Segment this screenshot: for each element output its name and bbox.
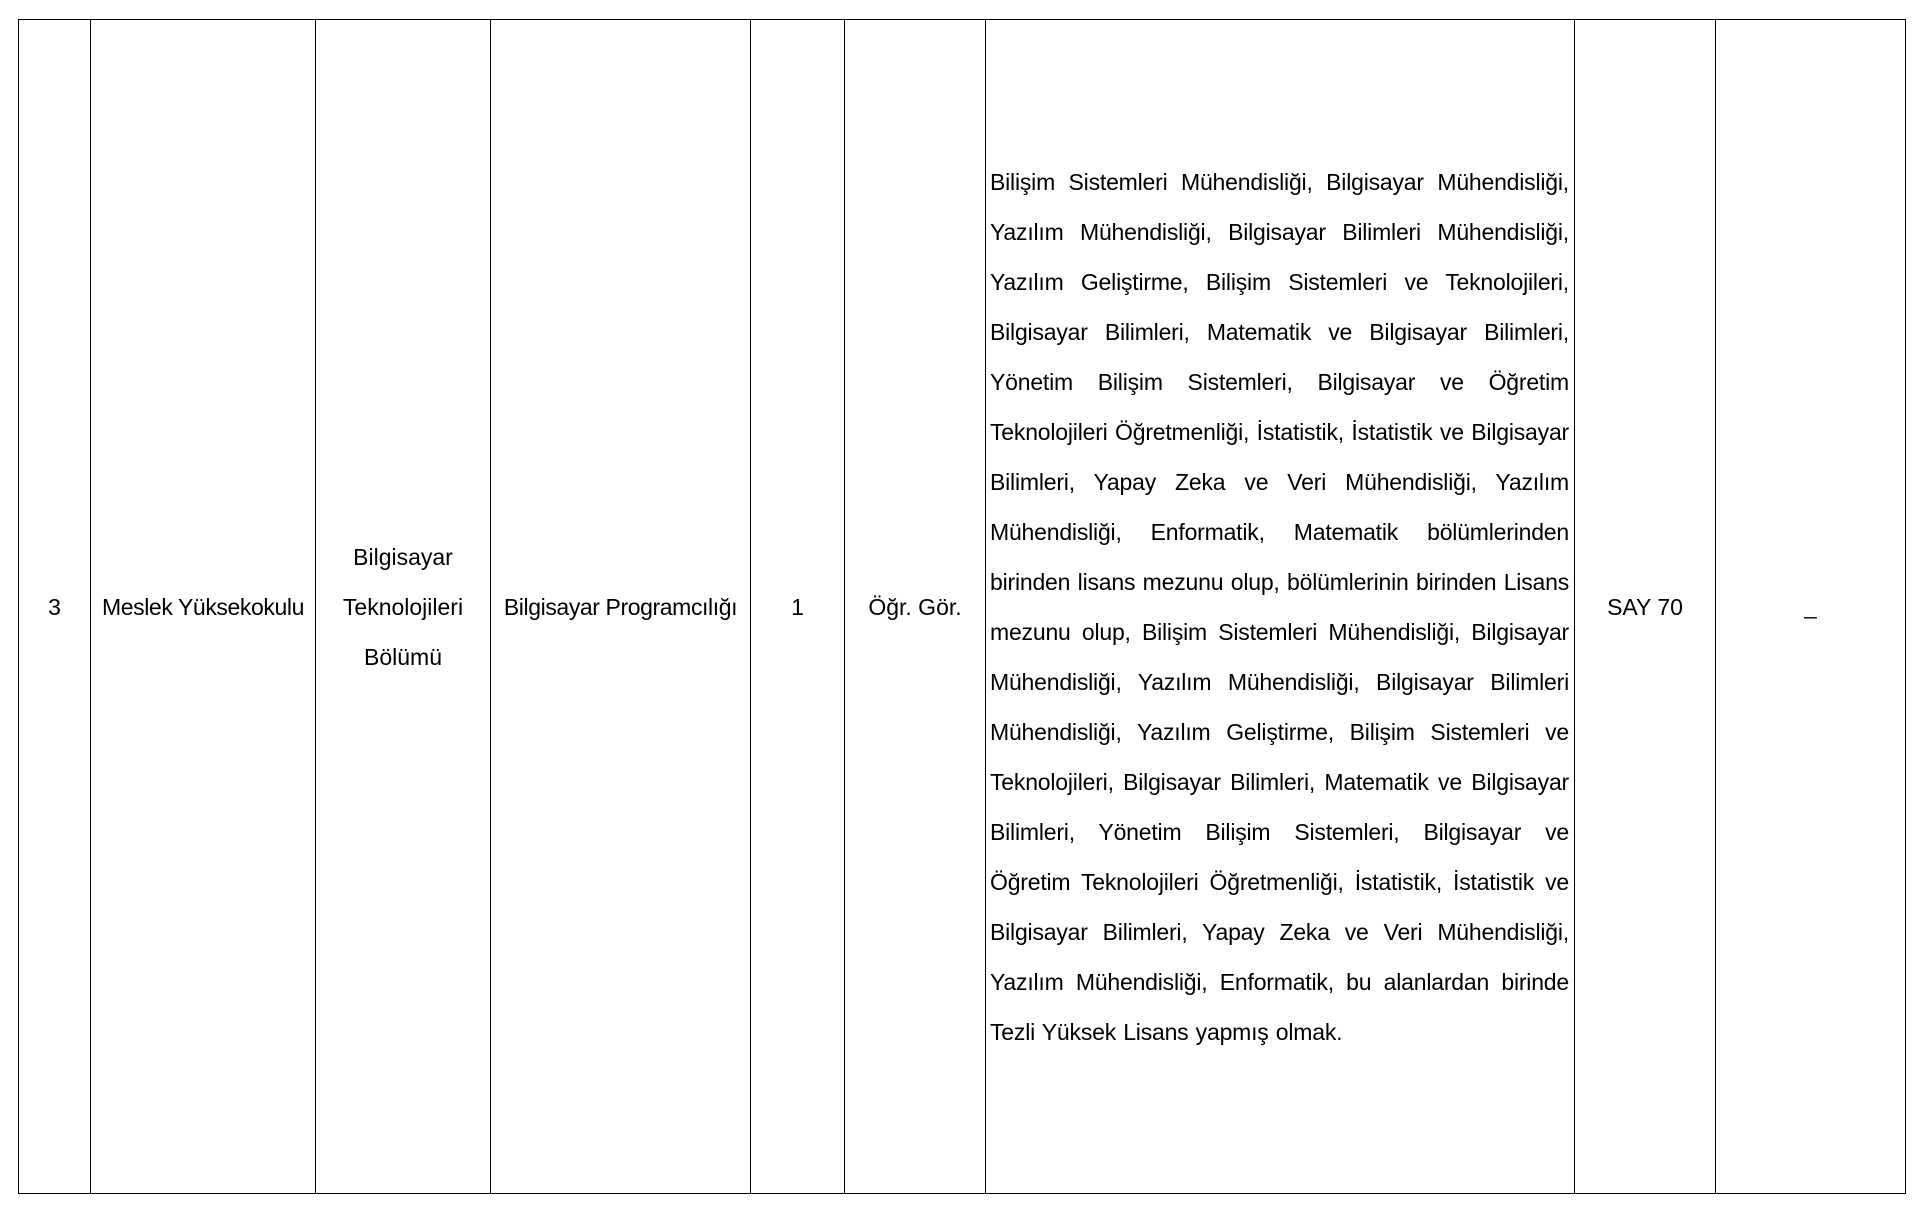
requirements-text: Bilişim Sistemleri Mühendisliği, Bilgisayar Mühendisliği, Yazılım Mühendisliği, Bilgisayar Bilimleri Mühendisliği, Yazılım Geliştirme, Bilişim Sistemleri ve Teknolojileri, Bilgisayar Bilimleri, Matematik ve Bilgisayar Bilimleri, Yönetim Bilişim Sistemleri, Bilgisayar ve Öğretim Teknolojileri Öğretmenliği, İstatistik, İstatistik ve Bilgisayar Bilimleri, Yapay Zeka ve Veri Mühendisliği, Yazılım Mühendisliği, Enformatik, Matematik bölümlerinden birinden lisans mezunu olup, bölümlerinin birinden Lisans mezunu olup, Bilişim Sistemleri Mühendisliği, Bilgisayar Mühendisliği, Yazılım Mühendisliği, Bilgisayar Bilimleri Mühendisliği, Yazılım Geliştirme, Bilişim Sistemleri ve Teknolojileri, Bilgisayar Bilimleri, Matematik ve Bilgisayar Bilimleri, Yönetim Bilişim Sistemleri, Bilgisayar ve Öğretim Teknolojileri Öğretmenliği, İstatistik, İstatistik ve Bilgisayar Bilimleri, Yapay Zeka ve Veri Mühendisliği, Yazılım Mühendisliği, Enformatik, bu alanlardan birinde Tezli Yüksek Lisans yapmış olmak. (990, 168, 1569, 1045)
department-line-2: Teknolojileri (342, 593, 464, 620)
title-cell (845, 20, 986, 1194)
requirements-cell (986, 20, 1575, 1194)
unit-cell (91, 20, 316, 1194)
department-name (316, 532, 490, 682)
position-table (18, 19, 1906, 1194)
department-line-1: Bilgisayar (353, 543, 453, 570)
count-cell (751, 20, 845, 1194)
exam-score: SAY 70 (1607, 593, 1683, 620)
language-requirement: _ (1804, 593, 1817, 619)
position-count: 1 (791, 593, 804, 620)
unit-name: Meslek Yüksekokulu (101, 593, 305, 620)
program-name: Bilgisayar Programcılığı (503, 593, 738, 620)
table-row (19, 20, 1906, 1194)
row-number: 3 (48, 593, 61, 620)
program-cell (491, 20, 751, 1194)
language-cell (1716, 20, 1906, 1194)
department-line-3: Bölümü (364, 643, 442, 670)
score-cell (1575, 20, 1716, 1194)
department-cell (316, 20, 491, 1194)
row-number-cell (19, 20, 91, 1194)
position-title: Öğr. Gör. (868, 593, 962, 620)
